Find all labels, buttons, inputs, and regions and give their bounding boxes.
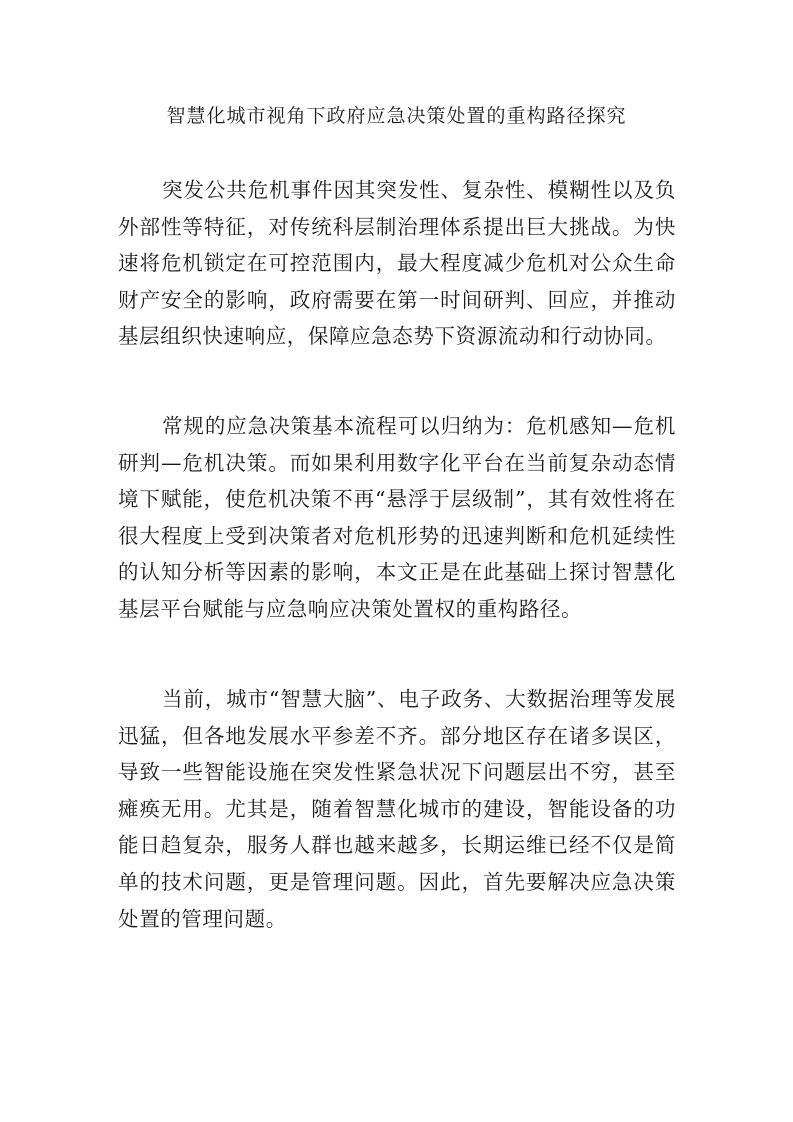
paragraph-3: 当前，城市“智慧大脑”、电子政务、大数据治理等发展迅猛，但各地发展水平参差不齐。部分地区存在诸多误区，导致一些智能设施在突发性紧急状况下问题层出不穷，甚至瘫痪无用。尤其是，随着智慧化城市的建设，智能设备的功能日趋复杂，服务人群也越来越多，长期运维已经不仅是简单的技术问题，更是管理问题。因此，首先要解决应急决策处置的管理问题。 <box>118 687 676 931</box>
paragraph-1: 突发公共危机事件因其突发性、复杂性、模糊性以及负外部性等特征，对传统科层制治理体系提出巨大挑战。为快速将危机锁定在可控范围内，最大程度减少危机对公众生命财产安全的影响，政府需要在第一时间研判、回应，并推动基层组织快速响应，保障应急态势下资源流动和行动协同。 <box>118 178 676 349</box>
document-title: 智慧化城市视角下政府应急决策处置的重构路径探究 <box>166 105 627 127</box>
paragraph-2: 常规的应急决策基本流程可以归纳为：危机感知—危机研判—危机决策。而如果利用数字化平台在当前复杂动态情境下赋能，使危机决策不再“悬浮于层级制”，其有效性将在很大程度上受到决策者对危机形势的迅速判断和危机延续性的认知分析等因素的影响，本文正是在此基础上探讨智慧化基层平台赋能与应急响应决策处置权的重构路径。 <box>118 414 676 621</box>
